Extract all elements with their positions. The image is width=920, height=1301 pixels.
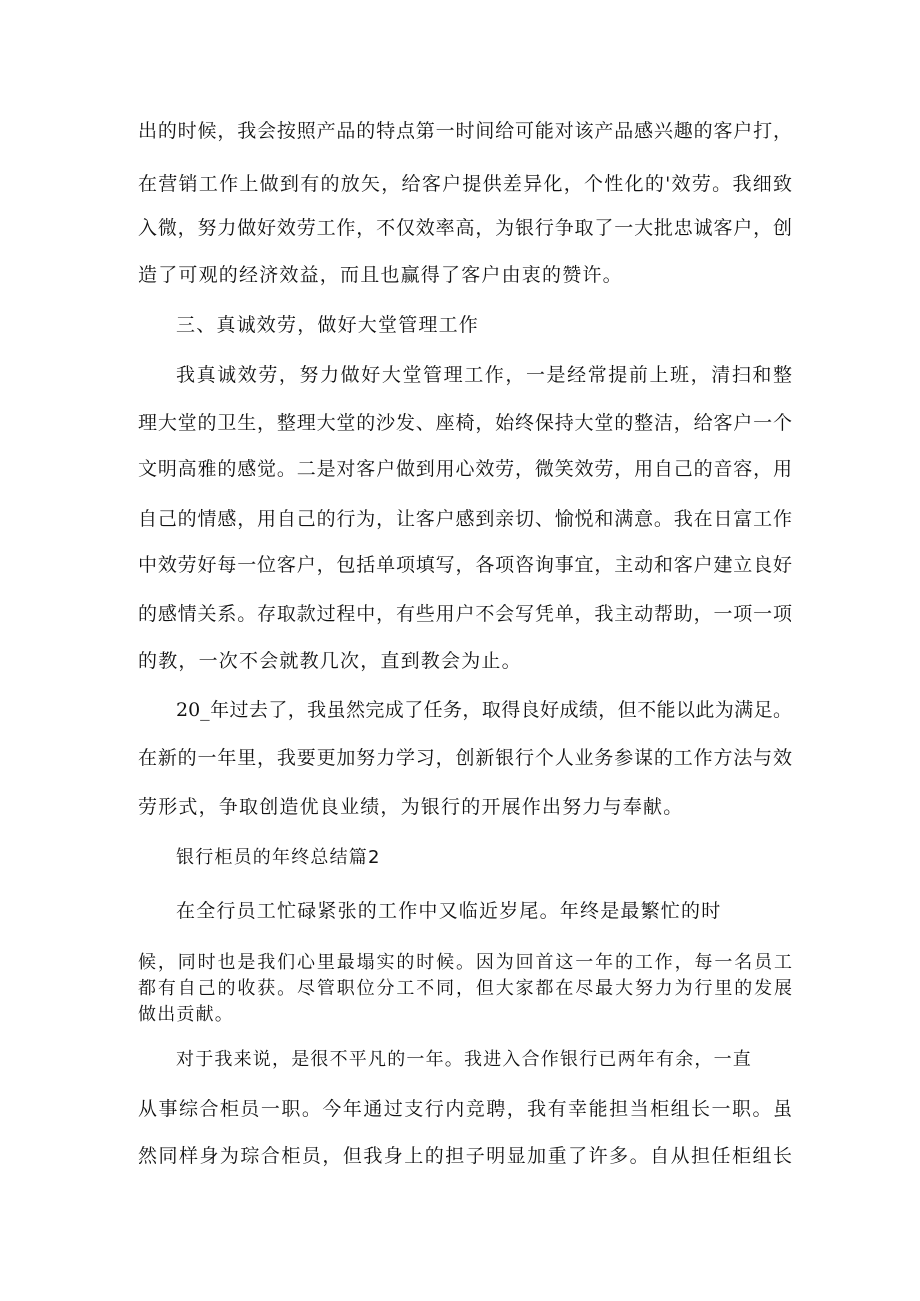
paragraph-line: 20_年过去了，我虽然完成了任务，取得良好成绩，但不能以此为满足。 (176, 699, 792, 721)
paragraph-line: 做出贡献。 (138, 1004, 234, 1025)
paragraph-line: 我真诚效劳，努力做好大堂管理工作，一是经常提前上班，清扫和整 (176, 364, 792, 386)
paragraph-line: 在全行员工忙碌紧张的工作中又临近岁尾。年终是最繁忙的时 (176, 900, 722, 922)
paragraph-line: 然同样身为琮合柜员，但我身上的担子明显加重了许多。自从担任柜组长 (138, 1145, 792, 1167)
paragraph-line: 文明高雅的感觉。二是对客户做到用心效劳，微笑效劳，用自己的音容，用 (138, 458, 792, 480)
paragraph-line: 的感情关系。存取款过程中，有些用户不会写凭单，我主动帮助，一项一项 (138, 603, 792, 625)
article-title: 银行柜员的年终总结篇2 (176, 847, 381, 868)
paragraph-line: 造了可观的经济效益，而且也赢得了客户由衷的赞许。 (138, 264, 623, 286)
paragraph-line: 自己的情感，用自己的行为，让客户感到亲切、愉悦和满意。我在日富工作 (138, 508, 792, 530)
section-heading: 三、真诚效劳，做好大堂管理工作 (176, 314, 480, 336)
paragraph-line: 劳形式，争取创造优良业绩，为银行的开展作出努力与奉献。 (138, 796, 684, 818)
paragraph-line: 出的时候，我会按照产品的特点第一时间给可能对该产品感兴趣的客户打， (138, 120, 792, 142)
paragraph-line: 的教，一次不会就教几次，直到教会为止。 (138, 650, 522, 672)
paragraph-line: 中效劳好每一位客户，包括单项填写，各项咨询事宜，主动和客户建立良好 (138, 554, 792, 576)
paragraph-line: 候，同时也是我们心里最塌实的时候。因为回首这一年的工作，每一名员工 (138, 952, 792, 973)
paragraph-line: 在营销工作上做到有的放矢，给客户提供差异化，个性化的'效劳。我细致 (138, 173, 792, 195)
paragraph-line: 对于我来说，是很不平凡的一年。我进入合作银行已两年有余，一直 (176, 1049, 752, 1070)
paragraph-line: 在新的一年里，我要更加努力学习，创新银行个人业务参谋的工作方法与效 (138, 747, 792, 769)
paragraph-line: 从事综合柜员一职。今年通过支行内竞聘，我有幸能担当柜组长一职。虽 (138, 1098, 792, 1120)
paragraph-line: 入微，努力做好效劳工作，不仅效率高，为银行争取了一大批忠诚客户，创 (138, 217, 792, 239)
paragraph-line: 都有自己的收获。尽管职位分工不同，但大家都在尽最大努力为行里的发展 (138, 978, 792, 999)
paragraph-line: 理大堂的卫生，整理大堂的沙发、座椅，始终保持大堂的整洁，给客户一个 (138, 412, 792, 434)
